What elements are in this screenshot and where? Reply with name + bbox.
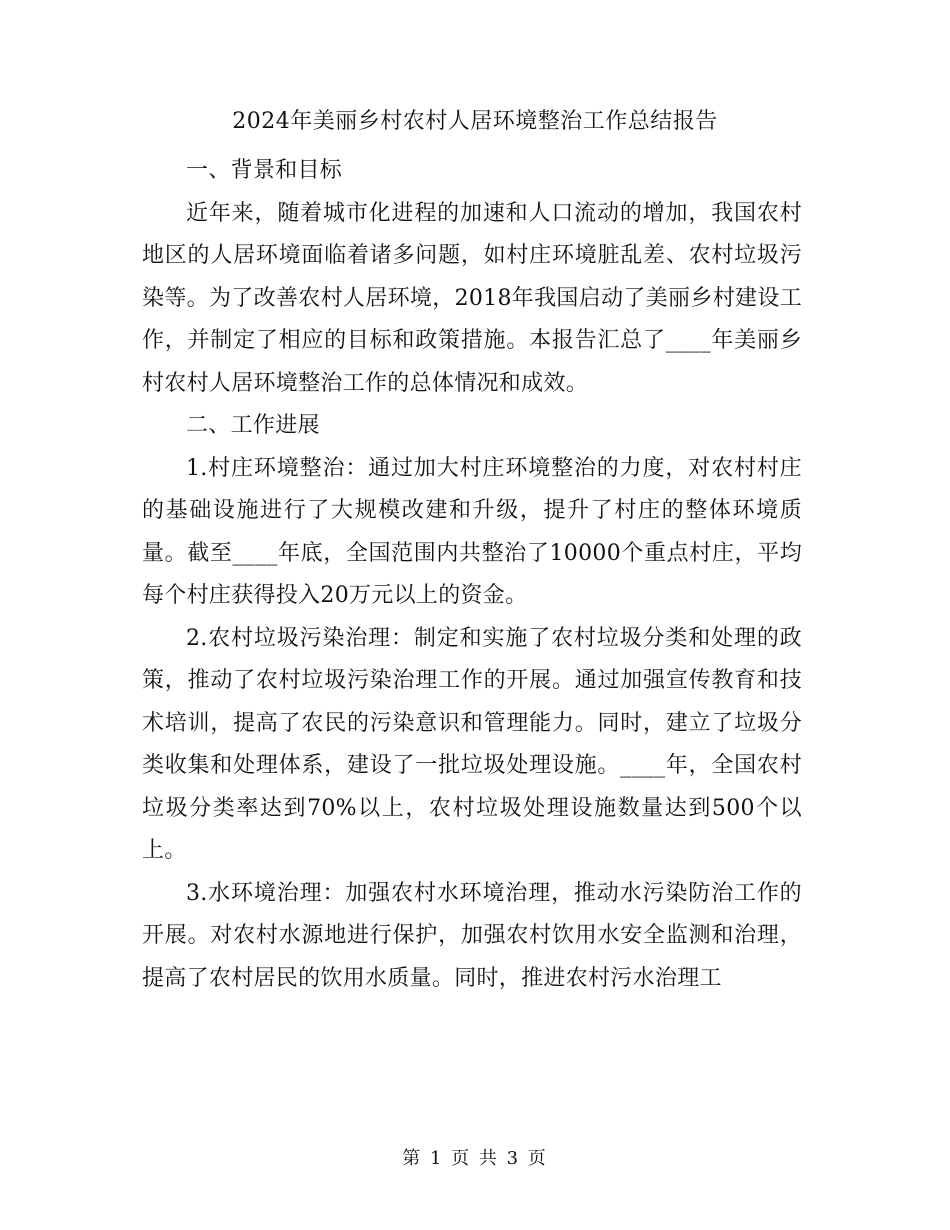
- section-heading-background: 一、背景和目标: [186, 158, 343, 183]
- section-heading-progress: 二、工作进展: [186, 413, 320, 438]
- paragraph-water-environment: 3.水环境治理：加强农村水环境治理，推动水污染防治工作的开展。对农村水源地进行保护，加强农村饮用水安全监测和治理，提高了农村居民的饮用水质量。同时，推进农村污水治理工: [142, 880, 802, 991]
- document-title: 2024年美丽乡村农村人居环境整治工作总结报告: [232, 109, 718, 134]
- document-body: [142, 150, 802, 1000]
- paragraph-village-environment: 1.村庄环境整治：通过加大村庄环境整治的力度，对农村村庄的基础设施进行了大规模改建和升级，提升了村庄的整体环境质量。截至____年底，全国范围内共整治了10000个重点村庄，平均每个村庄获得投入20万元以上的资金。: [142, 455, 802, 608]
- page-footer: 第 1 页 共 3 页: [402, 1148, 548, 1169]
- paragraph-garbage-treatment: 2.农村垃圾污染治理：制定和实施了农村垃圾分类和处理的政策，推动了农村垃圾污染治理工作的开展。通过加强宣传教育和技术培训，提高了农民的污染意识和管理能力。同时，建立了垃圾分类收集和处理体系，建设了一批垃圾处理设施。____年，全国农村垃圾分类率达到70%以上，农村垃圾处理设施数量达到500个以上。: [142, 625, 802, 863]
- paragraph-background: 近年来，随着城市化进程的加速和人口流动的增加，我国农村地区的人居环境面临着诸多问题，如村庄环境脏乱差、农村垃圾污染等。为了改善农村人居环境，2018年我国启动了美丽乡村建设工作，并制定了相应的目标和政策措施。本报告汇总了____年美丽乡村农村人居环境整治工作的总体情况和成效。: [142, 200, 802, 396]
